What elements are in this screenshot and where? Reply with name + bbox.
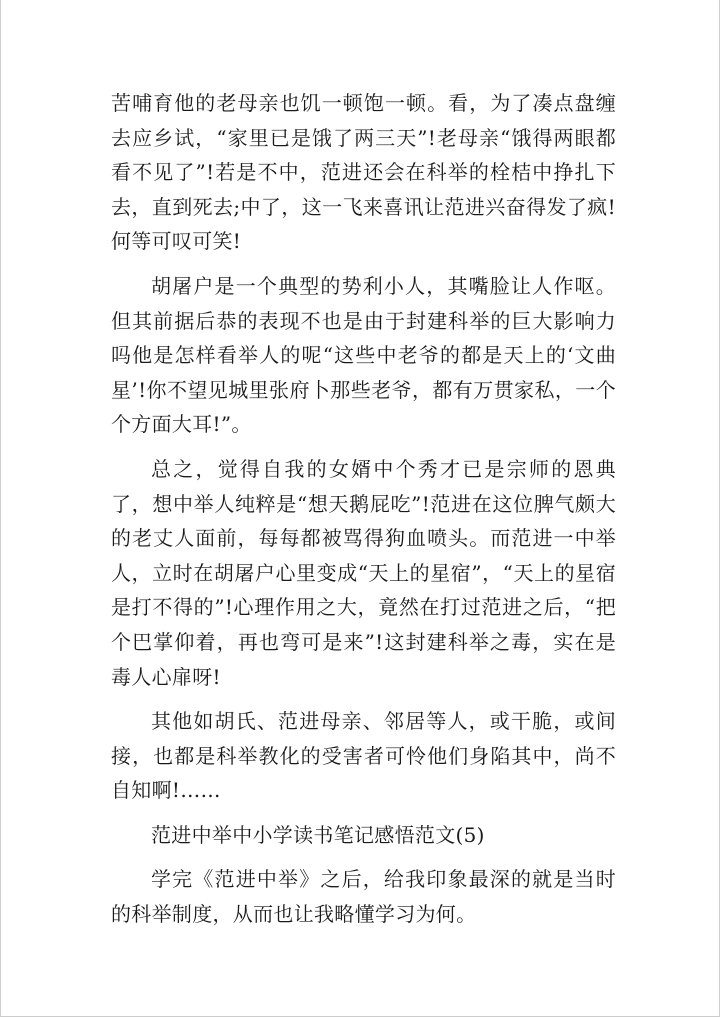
document-body — [111, 86, 616, 942]
paragraph-1: 苦哺育他的老母亲也饥一顿饱一顿。看，为了凑点盘缠去应乡试，“家里已是饿了两三天”!老母亲“饿得两眼都看不见了”!若是不中，范进还会在科举的栓桔中挣扎下去，直到死去;中了，这一飞来喜讯让范进兴奋得发了疯!何等可叹可笑! — [111, 91, 616, 254]
section-heading: 范进中举中小学读书笔记感悟范文(5) — [151, 822, 485, 847]
paragraph-2: 胡屠户是一个典型的势利小人，其嘴脸让人作呕。但其前据后恭的表现不也是由于封建科举的巨大影响力吗他是怎样看举人的呢“这些中老爷的都是天上的‘文曲星’!你不望见城里张府卜那些老爷，都有万贯家私，一个个方面大耳!”。 — [111, 273, 616, 437]
paragraph-3: 总之，觉得自我的女婿中个秀才已是宗师的恩典了，想中举人纯粹是“想天鹅屁吃”!范进在这位脾气颇大的老丈人面前，每每都被骂得狗血喷头。而范进一中举人，立时在胡屠户心里变成“天上的星宿”，“天上的星宿是打不得的”!心理作用之大，竟然在打过范进之后，“把个巴掌仰着，再也弯可是来”!这封建科举之毒，实在是毒人心扉呀! — [111, 456, 616, 689]
paragraph-4: 其他如胡氏、范进母亲、邻居等人，或干脆，或间接，也都是科举教化的受害者可怜他们身陷其中，尚不自知啊!…… — [111, 709, 616, 803]
paragraph-5: 学完《范进中举》之后，给我印象最深的就是当时的科举制度，从而也让我略懂学习为何。 — [111, 867, 616, 927]
